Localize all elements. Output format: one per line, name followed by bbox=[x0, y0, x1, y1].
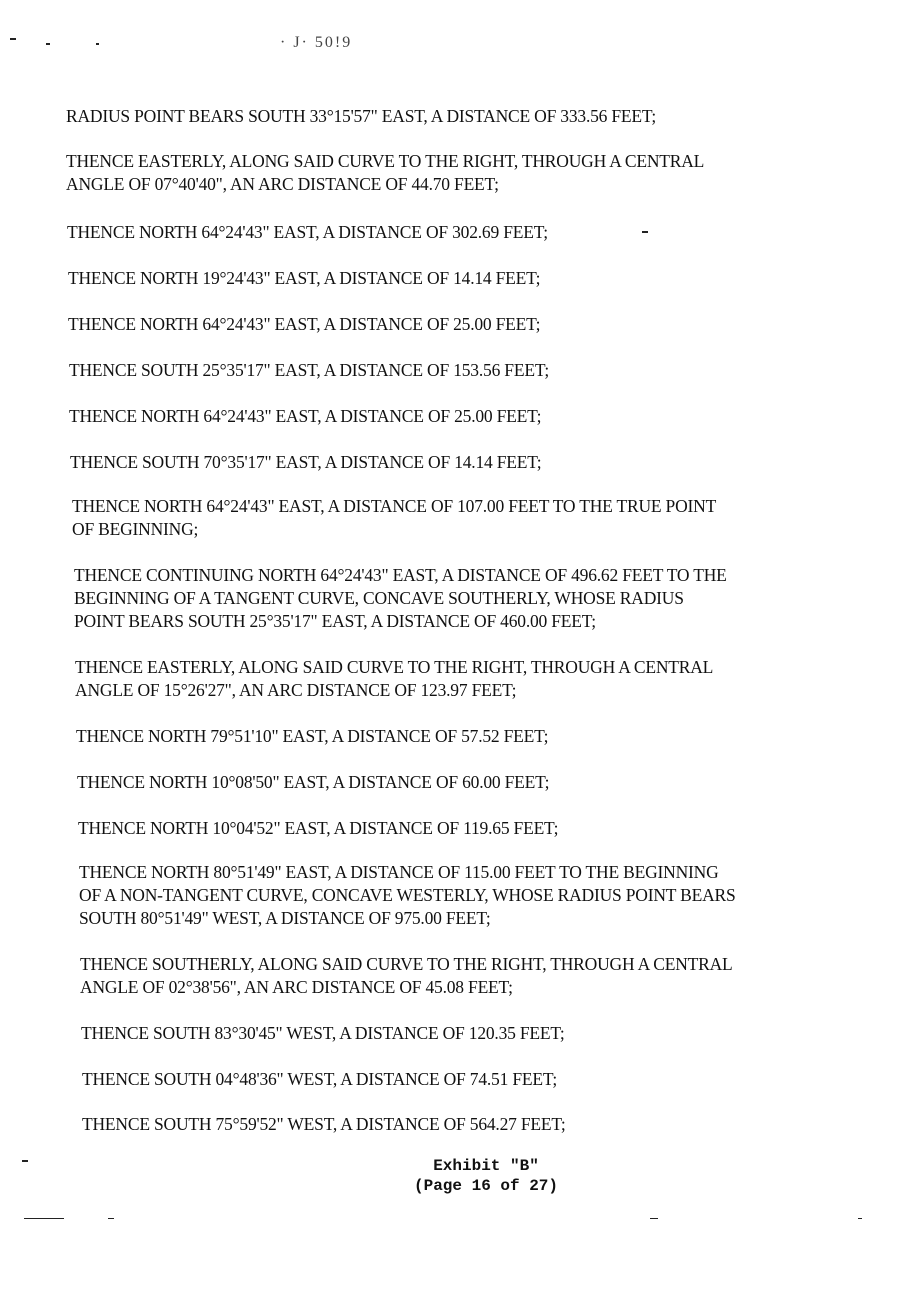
description-paragraph: THENCE NORTH 64°24'43" EAST, A DISTANCE OF 25.00 FEET; bbox=[69, 406, 542, 426]
description-paragraph: THENCE NORTH 64°24'43" EAST, A DISTANCE OF 107.00 FEET TO THE TRUE POINT OF BEGINNING; bbox=[72, 496, 717, 539]
description-paragraph: THENCE SOUTH 04°48'36" WEST, A DISTANCE OF 74.51 FEET; bbox=[82, 1069, 558, 1089]
description-paragraph: THENCE NORTH 10°04'52" EAST, A DISTANCE OF 119.65 FEET; bbox=[78, 818, 559, 838]
description-paragraph: THENCE NORTH 19°24'43" EAST, A DISTANCE OF 14.14 FEET; bbox=[68, 268, 541, 288]
document-stamp: · J· 50!9 bbox=[280, 34, 353, 51]
description-paragraph: THENCE NORTH 10°08'50" EAST, A DISTANCE OF 60.00 FEET; bbox=[77, 772, 550, 792]
description-paragraph: THENCE EASTERLY, ALONG SAID CURVE TO THE RIGHT, THROUGH A CENTRAL ANGLE OF 07°40'40", AN ARC DISTANCE OF 44.70 FEET; bbox=[66, 151, 705, 194]
description-paragraph: THENCE SOUTH 83°30'45" WEST, A DISTANCE OF 120.35 FEET; bbox=[81, 1023, 565, 1043]
page-number: (Page 16 of 27) bbox=[413, 1177, 559, 1195]
exhibit-label: Exhibit "B" bbox=[433, 1157, 539, 1175]
description-paragraph: RADIUS POINT BEARS SOUTH 33°15'57" EAST, A DISTANCE OF 333.56 FEET; bbox=[66, 106, 657, 126]
description-paragraph: THENCE NORTH 79°51'10" EAST, A DISTANCE OF 57.52 FEET; bbox=[76, 726, 549, 746]
description-paragraph: THENCE SOUTH 75°59'52" WEST, A DISTANCE OF 564.27 FEET; bbox=[82, 1114, 566, 1134]
description-paragraph: THENCE SOUTH 70°35'17" EAST, A DISTANCE OF 14.14 FEET; bbox=[70, 452, 542, 472]
description-paragraph: THENCE EASTERLY, ALONG SAID CURVE TO THE RIGHT, THROUGH A CENTRAL ANGLE OF 15°26'27", AN ARC DISTANCE OF 123.97 FEET; bbox=[75, 657, 714, 700]
description-paragraph: THENCE NORTH 64°24'43" EAST, A DISTANCE OF 302.69 FEET; bbox=[67, 222, 548, 242]
description-paragraph: THENCE NORTH 80°51'49" EAST, A DISTANCE OF 115.00 FEET TO THE BEGINNING OF A NON-TANGENT CURVE, CONCAVE WESTERLY, WHOSE RADIUS POINT BEARS SOUTH 80°51'49" WEST, A DISTANCE OF 975.00 FEET; bbox=[79, 862, 736, 928]
scan-speck bbox=[858, 1218, 862, 1219]
description-paragraph: THENCE CONTINUING NORTH 64°24'43" EAST, A DISTANCE OF 496.62 FEET TO THE BEGINNING OF A TANGENT CURVE, CONCAVE SOUTHERLY, WHOSE RADIUS POINT BEARS SOUTH 25°35'17" EAST, A DISTANCE OF 460.00 FEET; bbox=[74, 565, 727, 631]
description-paragraph: THENCE SOUTH 25°35'17" EAST, A DISTANCE OF 153.56 FEET; bbox=[69, 360, 549, 380]
description-paragraph: THENCE NORTH 64°24'43" EAST, A DISTANCE OF 25.00 FEET; bbox=[68, 314, 541, 334]
page-footer bbox=[0, 1156, 912, 1196]
description-paragraph: THENCE SOUTHERLY, ALONG SAID CURVE TO THE RIGHT, THROUGH A CENTRAL ANGLE OF 02°38'56", AN ARC DISTANCE OF 45.08 FEET; bbox=[80, 954, 733, 997]
scan-speck bbox=[24, 1218, 64, 1219]
scan-speck bbox=[650, 1218, 658, 1219]
scan-speck bbox=[108, 1218, 114, 1219]
